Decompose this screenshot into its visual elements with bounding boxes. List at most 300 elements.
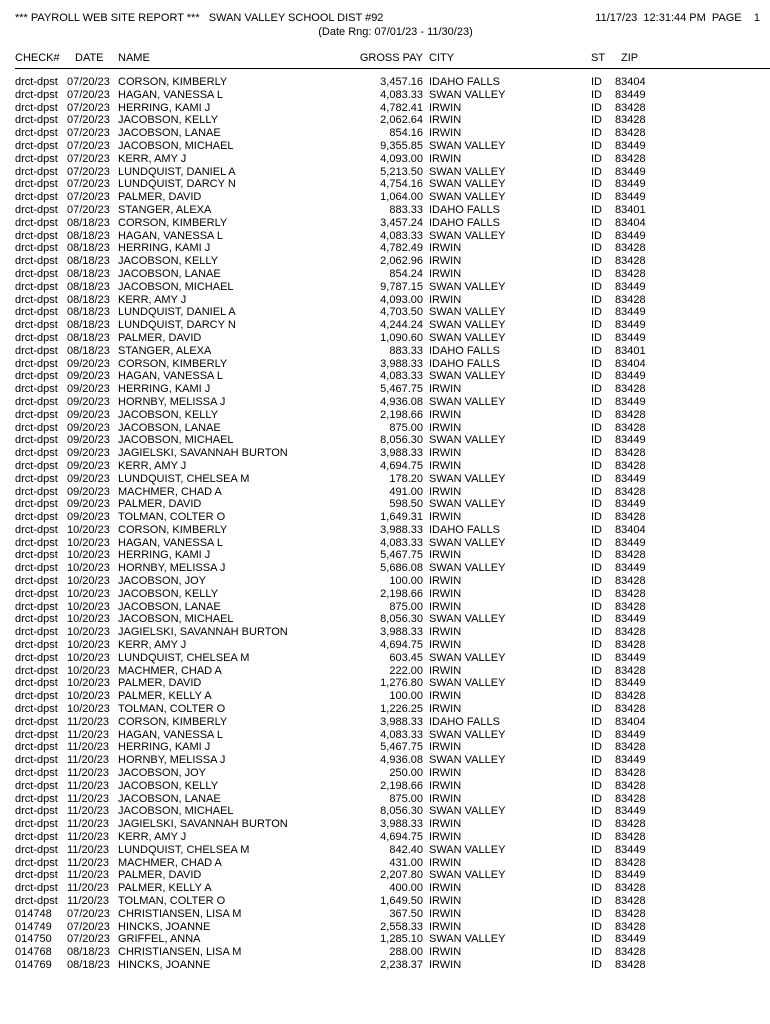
employee-name: JACOBSON, MICHAEL [118,280,234,293]
city: IRWIN [429,267,462,280]
city: SWAN VALLEY [429,805,506,818]
pay-date: 08/18/23 [67,946,110,959]
table-row [15,370,770,383]
employee-name: HAGAN, VANESSA L [118,728,223,741]
state: ID [591,831,602,844]
gross-pay: 4,093.00 [380,293,423,306]
state: ID [591,613,602,626]
zip: 83428 [615,114,646,127]
check-number: drct-dpst [15,114,58,127]
table-row [15,780,770,793]
pay-date: 10/20/23 [67,651,110,664]
city: SWAN VALLEY [429,306,506,319]
pay-date: 11/20/23 [67,792,110,805]
gross-pay: 5,467.75 [380,549,423,562]
check-number: drct-dpst [15,408,58,421]
employee-name: HORNBY, MELISSA J [118,754,226,767]
gross-pay: 222.00 [389,664,423,677]
col-date: DATE [75,52,104,64]
zip: 83404 [615,523,646,536]
table-row [15,498,770,511]
zip: 83428 [615,639,646,652]
state: ID [591,933,602,946]
employee-name: JACOBSON, LANAE [118,127,221,140]
city: IRWIN [429,741,462,754]
table-row [15,422,770,435]
pay-date: 11/20/23 [67,779,110,792]
employee-name: LUNDQUIST, DARCY N [118,319,236,332]
employee-name: STANGER, ALEXA [118,203,212,216]
check-number: drct-dpst [15,459,58,472]
city: SWAN VALLEY [429,843,506,856]
table-row [15,294,770,307]
check-number: 014748 [15,907,52,920]
pay-date: 11/20/23 [67,741,110,754]
state: ID [591,383,602,396]
table-row [15,690,770,703]
city: IRWIN [429,690,462,703]
pay-date: 10/20/23 [67,600,110,613]
table-row [15,217,770,230]
pay-date: 09/20/23 [67,498,110,511]
state: ID [591,920,602,933]
city: IRWIN [429,152,462,165]
gross-pay: 8,056.30 [380,805,423,818]
employee-name: LUNDQUIST, DANIEL A [118,306,236,319]
check-number: drct-dpst [15,203,58,216]
table-row [15,178,770,191]
employee-name: KERR, AMY J [118,152,187,165]
zip: 83428 [615,267,646,280]
check-number: drct-dpst [15,664,58,677]
state: ID [591,856,602,869]
city: IRWIN [429,946,462,959]
check-number: drct-dpst [15,485,58,498]
check-number: drct-dpst [15,344,58,357]
city: IRWIN [429,600,462,613]
employee-name: HAGAN, VANESSA L [118,88,223,101]
gross-pay: 4,083.33 [380,728,423,741]
gross-pay: 2,062.64 [380,114,423,127]
state: ID [591,485,602,498]
city: IRWIN [429,549,462,562]
gross-pay: 883.33 [389,344,423,357]
table-row [15,127,770,140]
check-number: drct-dpst [15,818,58,831]
pay-date: 10/20/23 [67,549,110,562]
table-row [15,665,770,678]
check-number: drct-dpst [15,536,58,549]
state: ID [591,216,602,229]
employee-name: JACOBSON, MICHAEL [118,139,234,152]
employee-name: MACHMER, CHAD A [118,856,222,869]
gross-pay: 2,198.66 [380,408,423,421]
pay-date: 10/20/23 [67,626,110,639]
state: ID [591,511,602,524]
pay-date: 09/20/23 [67,421,110,434]
check-number: drct-dpst [15,639,58,652]
state: ID [591,958,602,971]
employee-name: JACOBSON, JOY [118,767,207,780]
zip: 83428 [615,946,646,959]
city: SWAN VALLEY [429,562,506,575]
table-row [15,639,770,652]
table-row [15,166,770,179]
gross-pay: 4,083.33 [380,88,423,101]
check-number: drct-dpst [15,319,58,332]
zip: 83428 [615,741,646,754]
table-row [15,716,770,729]
city: IDAHO FALLS [429,203,500,216]
state: ID [591,447,602,460]
state: ID [591,395,602,408]
col-check: CHECK# [15,52,60,64]
table-row [15,946,770,959]
state: ID [591,408,602,421]
city: SWAN VALLEY [429,677,506,690]
employee-name: PALMER, DAVID [118,191,202,204]
table-row [15,153,770,166]
state: ID [591,792,602,805]
state: ID [591,677,602,690]
table-row [15,281,770,294]
table-row [15,319,770,332]
city: IRWIN [429,242,462,255]
date-range [15,26,760,38]
table-row [15,230,770,243]
pay-date: 07/20/23 [67,101,110,114]
gross-pay: 5,467.75 [380,383,423,396]
table-row [15,332,770,345]
pay-date: 09/20/23 [67,357,110,370]
gross-pay: 1,064.00 [380,191,423,204]
employee-name: JACOBSON, LANAE [118,267,221,280]
table-row [15,652,770,665]
zip: 83449 [615,677,646,690]
pay-date: 07/20/23 [67,165,110,178]
gross-pay: 3,988.33 [380,447,423,460]
employee-name: PALMER, DAVID [118,677,202,690]
gross-pay: 603.45 [389,651,423,664]
check-number: drct-dpst [15,549,58,562]
table-row [15,895,770,908]
zip: 83428 [615,626,646,639]
employee-name: JACOBSON, KELLY [118,779,219,792]
employee-name: HERRING, KAMI J [118,383,211,396]
check-number: drct-dpst [15,882,58,895]
check-number: drct-dpst [15,562,58,575]
zip: 83428 [615,792,646,805]
city: SWAN VALLEY [429,754,506,767]
pay-date: 07/20/23 [67,933,110,946]
zip: 83449 [615,370,646,383]
table-row [15,383,770,396]
zip: 83449 [615,191,646,204]
state: ID [591,882,602,895]
check-number: drct-dpst [15,805,58,818]
employee-name: LUNDQUIST, CHELSEA M [118,472,250,485]
state: ID [591,779,602,792]
city: IDAHO FALLS [429,357,500,370]
employee-name: LUNDQUIST, DARCY N [118,178,236,191]
col-name: NAME [118,52,150,64]
table-row [15,358,770,371]
zip: 83449 [615,805,646,818]
gross-pay: 3,988.33 [380,715,423,728]
pay-date: 09/20/23 [67,395,110,408]
table-row [15,818,770,831]
state: ID [591,139,602,152]
check-number: drct-dpst [15,127,58,140]
table-row [15,255,770,268]
state: ID [591,728,602,741]
pay-date: 11/20/23 [67,869,110,882]
check-number: drct-dpst [15,88,58,101]
zip: 83449 [615,843,646,856]
zip: 83428 [615,383,646,396]
table-row [15,242,770,255]
gross-pay: 4,703.50 [380,306,423,319]
zip: 83449 [615,280,646,293]
table-row [15,613,770,626]
city: IRWIN [429,767,462,780]
state: ID [591,370,602,383]
state: ID [591,843,602,856]
gross-pay: 4,754.16 [380,178,423,191]
table-row [15,114,770,127]
employee-name: HAGAN, VANESSA L [118,536,223,549]
zip: 83401 [615,344,646,357]
table-row [15,805,770,818]
check-number: drct-dpst [15,383,58,396]
pay-date: 08/18/23 [67,344,110,357]
pay-date: 11/20/23 [67,754,110,767]
check-number: drct-dpst [15,165,58,178]
table-row [15,921,770,934]
zip: 83428 [615,127,646,140]
employee-name: LUNDQUIST, CHELSEA M [118,843,250,856]
state: ID [591,88,602,101]
gross-pay: 854.16 [389,127,423,140]
table-row [15,588,770,601]
state: ID [591,562,602,575]
check-number: drct-dpst [15,856,58,869]
zip: 83449 [615,229,646,242]
city: IRWIN [429,831,462,844]
city: IDAHO FALLS [429,715,500,728]
check-number: drct-dpst [15,728,58,741]
pay-date: 09/20/23 [67,485,110,498]
city: IRWIN [429,818,462,831]
pay-date: 07/20/23 [67,114,110,127]
pay-date: 09/20/23 [67,408,110,421]
table-row [15,524,770,537]
check-number: drct-dpst [15,434,58,447]
table-row [15,754,770,767]
city: SWAN VALLEY [429,613,506,626]
gross-pay: 3,988.33 [380,626,423,639]
check-number: drct-dpst [15,626,58,639]
state: ID [591,741,602,754]
zip: 83449 [615,395,646,408]
zip: 83428 [615,895,646,907]
state: ID [591,434,602,447]
pay-date: 10/20/23 [67,587,110,600]
pay-date: 11/20/23 [67,805,110,818]
employee-name: CHRISTIANSEN, LISA M [118,946,242,959]
zip: 83428 [615,575,646,588]
state: ID [591,114,602,127]
check-number: 014768 [15,946,52,959]
state: ID [591,498,602,511]
city: IRWIN [429,626,462,639]
employee-name: HORNBY, MELISSA J [118,395,226,408]
pay-date: 08/18/23 [67,280,110,293]
table-row [15,140,770,153]
gross-pay: 4,782.49 [380,242,423,255]
table-row [15,677,770,690]
city: IDAHO FALLS [429,216,500,229]
gross-pay: 2,558.33 [380,920,423,933]
state: ID [591,357,602,370]
check-number: 014750 [15,933,52,946]
state: ID [591,818,602,831]
table-row [15,409,770,422]
table-row [15,729,770,742]
gross-pay: 1,285.10 [380,933,423,946]
zip: 83449 [615,472,646,485]
city: SWAN VALLEY [429,88,506,101]
zip: 83404 [615,76,646,88]
check-number: drct-dpst [15,331,58,344]
table-row [15,306,770,319]
state: ID [591,869,602,882]
table-row [15,703,770,716]
table-row [15,345,770,358]
state: ID [591,805,602,818]
employee-name: JAGIELSKI, SAVANNAH BURTON [118,818,288,831]
city: IRWIN [429,895,462,907]
zip: 83428 [615,664,646,677]
employee-name: PALMER, DAVID [118,331,202,344]
city: IRWIN [429,779,462,792]
check-number: 014769 [15,958,52,971]
zip: 83428 [615,511,646,524]
gross-pay: 4,936.08 [380,395,423,408]
zip: 83428 [615,882,646,895]
gross-pay: 4,936.08 [380,754,423,767]
zip: 83428 [615,600,646,613]
employee-name: CORSON, KIMBERLY [118,76,228,88]
pay-date: 11/20/23 [67,895,110,907]
state: ID [591,255,602,268]
pay-date: 08/18/23 [67,242,110,255]
zip: 83449 [615,88,646,101]
gross-pay: 4,694.75 [380,639,423,652]
employee-name: KERR, AMY J [118,639,187,652]
state: ID [591,421,602,434]
state: ID [591,651,602,664]
gross-pay: 1,276.80 [380,677,423,690]
pay-date: 10/20/23 [67,690,110,703]
check-number: drct-dpst [15,575,58,588]
table-row [15,959,770,972]
gross-pay: 9,787.15 [380,280,423,293]
employee-name: HINCKS, JOANNE [118,920,211,933]
city: SWAN VALLEY [429,434,506,447]
gross-pay: 4,694.75 [380,459,423,472]
city: IRWIN [429,408,462,421]
city: SWAN VALLEY [429,370,506,383]
city: SWAN VALLEY [429,319,506,332]
table-row [15,869,770,882]
date-range-text: (Date Rng: 07/01/23 - 11/30/23) [318,26,473,38]
col-gross-pay: GROSS PAY [359,52,423,64]
pay-date: 08/18/23 [67,267,110,280]
employee-name: STANGER, ALEXA [118,344,212,357]
column-headers [15,52,770,68]
state: ID [591,242,602,255]
pay-date: 07/20/23 [67,139,110,152]
state: ID [591,664,602,677]
employee-name: KERR, AMY J [118,459,187,472]
gross-pay: 250.00 [389,767,423,780]
check-number: drct-dpst [15,869,58,882]
check-number: drct-dpst [15,216,58,229]
zip: 83449 [615,165,646,178]
pay-date: 11/20/23 [67,715,110,728]
gross-pay: 9,355.85 [380,139,423,152]
gross-pay: 100.00 [389,690,423,703]
table-row [15,908,770,921]
city: SWAN VALLEY [429,139,506,152]
employee-name: JACOBSON, KELLY [118,587,219,600]
city: SWAN VALLEY [429,280,506,293]
zip: 83449 [615,331,646,344]
state: ID [591,895,602,907]
city: IRWIN [429,511,462,524]
state: ID [591,536,602,549]
city: SWAN VALLEY [429,869,506,882]
pay-date: 10/20/23 [67,575,110,588]
state: ID [591,178,602,191]
zip: 83428 [615,293,646,306]
pay-date: 07/20/23 [67,152,110,165]
city: IRWIN [429,421,462,434]
gross-pay: 875.00 [389,600,423,613]
pay-date: 11/20/23 [67,843,110,856]
city: IRWIN [429,958,462,971]
report-timestamp-page: 11/17/23 12:31:44 PM PAGE 1 [595,12,760,24]
gross-pay: 3,988.33 [380,523,423,536]
check-number: drct-dpst [15,76,58,88]
table-row [15,882,770,895]
pay-date: 10/20/23 [67,613,110,626]
pay-date: 10/20/23 [67,562,110,575]
zip: 83428 [615,408,646,421]
report-title: *** PAYROLL WEB SITE REPORT *** SWAN VALLEY SCHOOL DIST #92 [15,12,384,24]
gross-pay: 4,244.24 [380,319,423,332]
city: IRWIN [429,882,462,895]
table-row [15,486,770,499]
zip: 83428 [615,920,646,933]
state: ID [591,575,602,588]
pay-date: 08/18/23 [67,958,110,971]
check-number: drct-dpst [15,651,58,664]
employee-name: JACOBSON, KELLY [118,408,219,421]
pay-date: 09/20/23 [67,434,110,447]
pay-date: 07/20/23 [67,88,110,101]
